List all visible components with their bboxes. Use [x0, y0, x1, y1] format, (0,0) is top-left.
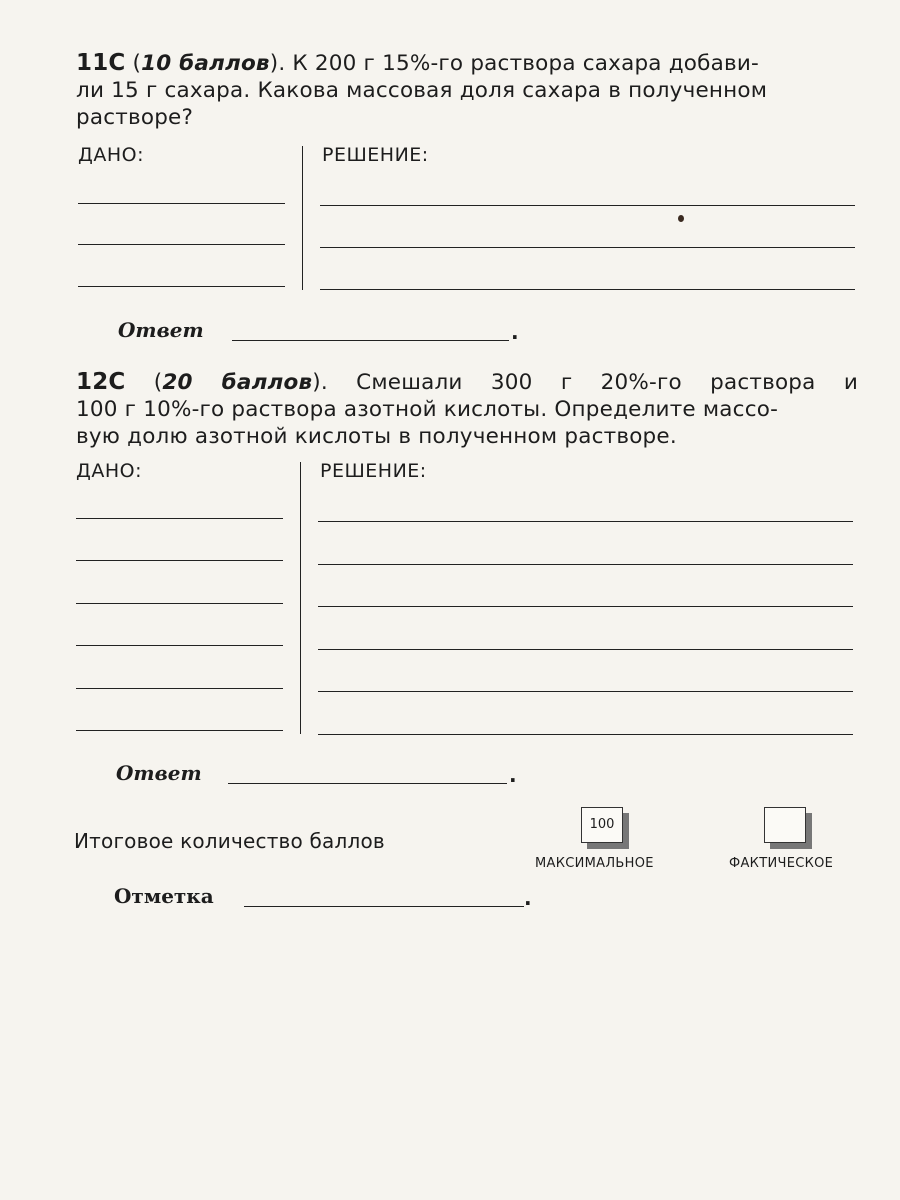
grade-label: Отметка [114, 884, 214, 908]
task-12-solution-line[interactable] [318, 691, 853, 692]
task-12-statement [76, 369, 858, 450]
task-11-given-line[interactable] [78, 203, 285, 204]
task-11-answer-line[interactable] [232, 340, 509, 341]
task-12-solution-line[interactable] [318, 734, 853, 735]
task-12-line-3: вую долю азотной кислоты в полученном растворе. [76, 424, 677, 449]
task-11-points: 10 баллов [141, 51, 270, 76]
task-12-solution-line[interactable] [318, 649, 853, 650]
task-11-given-line[interactable] [78, 244, 285, 245]
task-12-given-line[interactable] [76, 560, 283, 561]
task-12-solution-line[interactable] [318, 521, 853, 522]
max-score-box: 100 [581, 807, 623, 843]
task-12-given-line[interactable] [76, 645, 283, 646]
ink-speck [678, 215, 684, 222]
actual-score-box[interactable] [764, 807, 806, 843]
grade-line[interactable] [244, 906, 524, 907]
task-11-text: ). К 200 г 15%-го раствора сахара добави- [269, 51, 759, 76]
task-11-open-paren: ( [125, 51, 142, 76]
task-11-number: 11С [76, 50, 126, 76]
task-12-given-line[interactable] [76, 603, 283, 604]
task-12-divider [300, 462, 301, 734]
task-11-line-1 [76, 50, 858, 77]
task-12-points: 20 баллов [162, 370, 313, 395]
task-12-solution-line[interactable] [318, 564, 853, 565]
task-11-solution-line[interactable] [320, 205, 855, 206]
total-score-label: Итоговое количество баллов [74, 829, 385, 853]
task-12-solution-label: РЕШЕНИЕ: [320, 460, 427, 482]
task-11-given-label: ДАНО: [78, 144, 144, 166]
task-12-answer-label: Ответ [116, 761, 202, 785]
task-12-given-line[interactable] [76, 688, 283, 689]
task-11-solution-label: РЕШЕНИЕ: [322, 144, 429, 166]
max-score-caption: МАКСИМАЛЬНОЕ [535, 856, 654, 871]
actual-score-caption: ФАКТИЧЕСКОЕ [729, 856, 834, 871]
task-11-statement [76, 50, 858, 131]
task-11-solution-line[interactable] [320, 247, 855, 248]
task-12-given-line[interactable] [76, 730, 283, 731]
task-11-given-line[interactable] [78, 286, 285, 287]
task-12-line-1 [76, 369, 858, 396]
task-12-answer-line[interactable] [228, 783, 507, 784]
task-11-line-3: растворе? [76, 105, 194, 130]
grade-period: . [524, 886, 532, 910]
task-12-text: ). Смешали 300 г 20%-го раствора и [312, 370, 858, 395]
task-11-solution-line[interactable] [320, 289, 855, 290]
task-11-line-2: ли 15 г сахара. Какова массовая доля сахара в полученном [76, 78, 768, 103]
task-12-answer-period: . [509, 763, 517, 787]
task-12-number: 12С [76, 369, 126, 395]
task-12-given-label: ДАНО: [76, 460, 142, 482]
task-12-solution-line[interactable] [318, 606, 853, 607]
task-11-answer-period: . [511, 320, 519, 344]
task-11-divider [302, 146, 303, 290]
task-11-answer-label: Ответ [118, 318, 204, 342]
task-12-given-line[interactable] [76, 518, 283, 519]
task-12-line-2: 100 г 10%-го раствора азотной кислоты. Определите массо- [76, 397, 779, 422]
task-12-open-paren: ( [125, 370, 163, 395]
